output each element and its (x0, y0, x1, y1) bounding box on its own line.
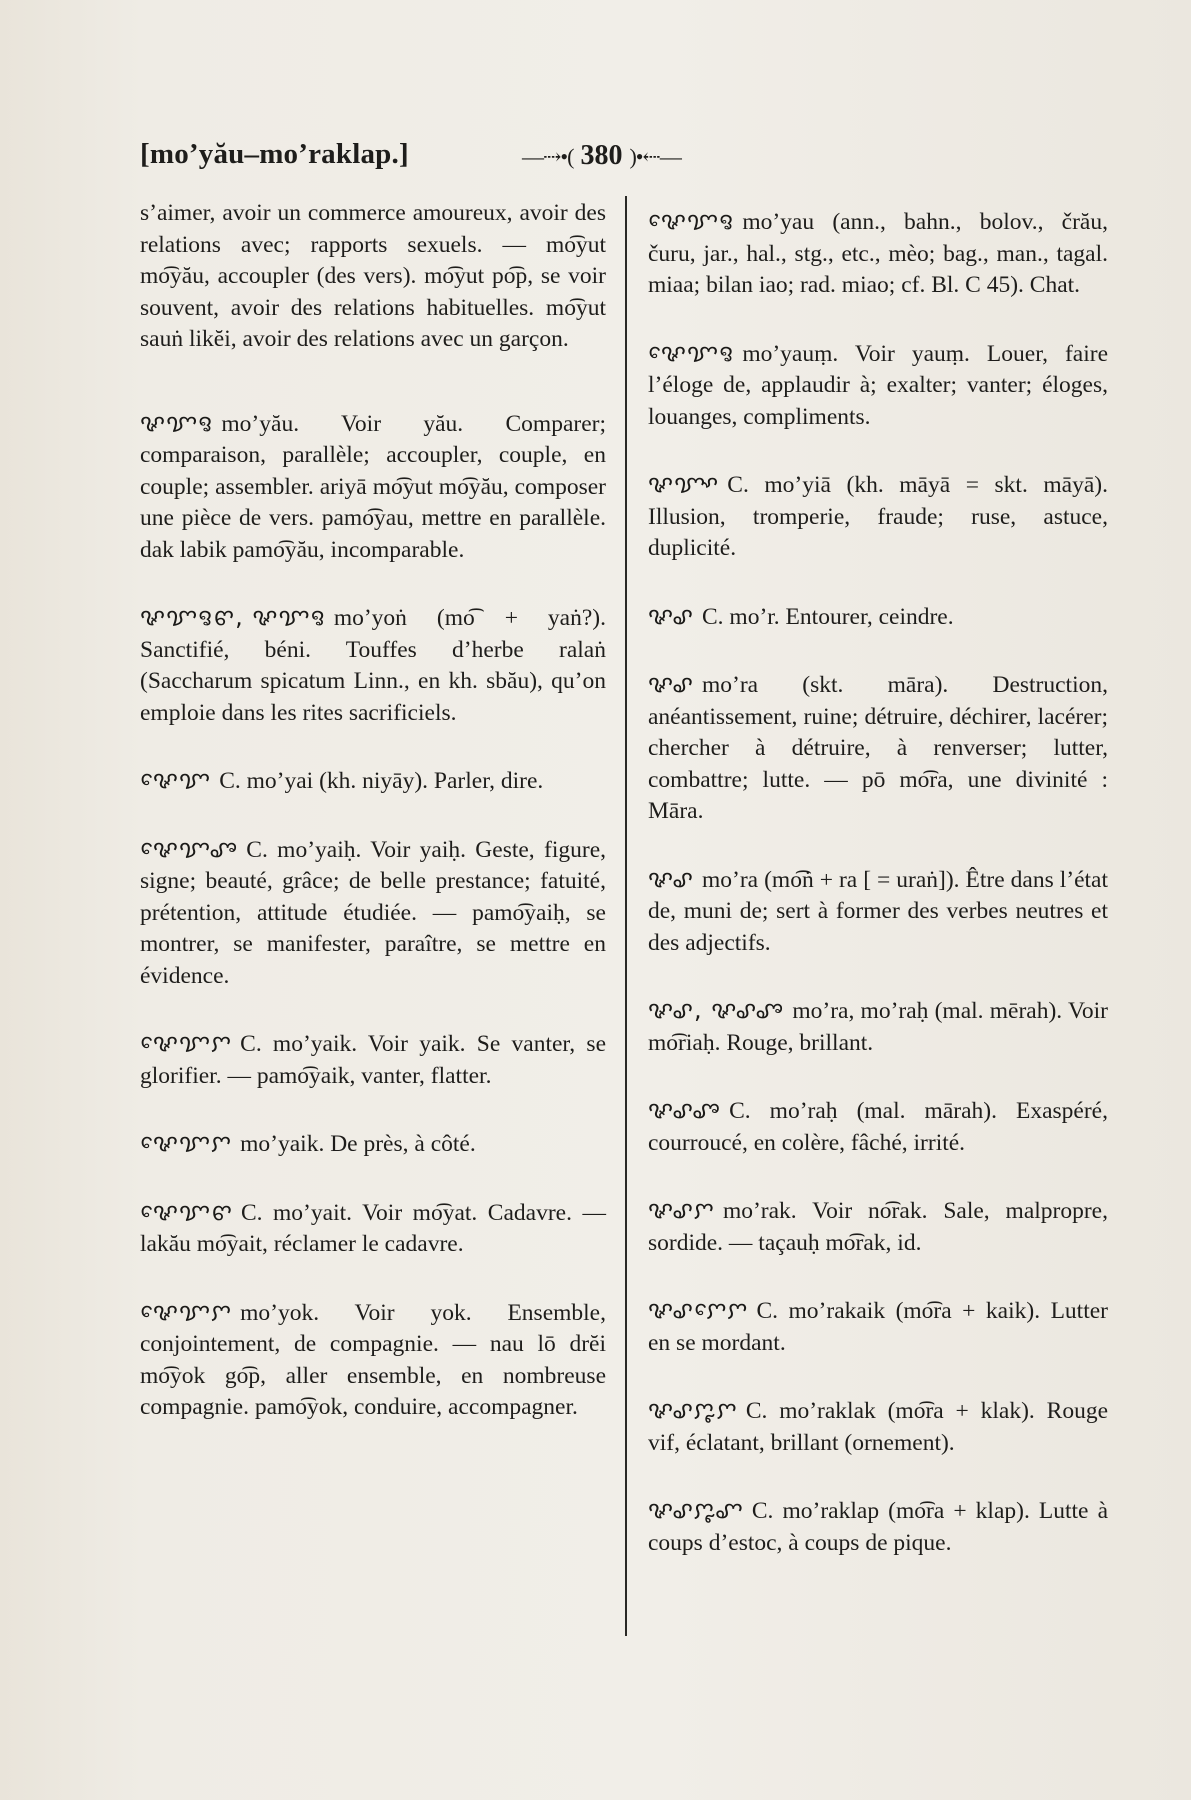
entry-text: C. mo’rakaik (mo͡ra + kaik). Lutter en se mordant. (648, 1298, 1108, 1356)
dictionary-entry (140, 198, 606, 356)
dictionary-entry (140, 826, 606, 993)
entry-text: mo’yaik. De près, à côté. (240, 1131, 476, 1157)
entry-text: mo’rak. Voir no͡rak. Sale, malpropre, sordide. — taçauḥ mo͡rak, id. (648, 1198, 1108, 1256)
cham-script-headword: ꨟꨯꨢꨆ (140, 1029, 233, 1057)
cham-script-headword: ꨟꨯꨢꨨ (140, 834, 239, 863)
cham-script-headword: ꨟꨣꨨ (648, 1096, 722, 1124)
dictionary-entry (648, 987, 1108, 1059)
dictionary-entry (648, 461, 1108, 565)
cham-script-headword: ꨟꨣ (648, 670, 694, 698)
dictionary-entry (648, 1487, 1108, 1559)
dictionary-entry (648, 198, 1108, 302)
entry-text: mo’yau (ann., bahn., bolov., črău, čuru, jar., hal., stg., etc., mèo; bag., man., tagal. miaa; bilan iao; rad. miao; cf. Bl. C 45). Chat. (648, 209, 1108, 298)
right-column (648, 198, 1108, 1587)
entry-text: C. mo’raḥ (mal. mārah). Exaspéré, courroucé, en colère, fâché, irrité. (648, 1098, 1108, 1156)
entry-text: C. mo’yaik. Voir yaik. Se vanter, se glorifier. — pamo͡yaik, vanter, flatter. (140, 1031, 606, 1089)
dictionary-entry (648, 1087, 1108, 1159)
entry-text: mo’ra, mo’raḥ (mal. mērah). Voir mo͡riaḥ. Rouge, brillant. (648, 998, 1108, 1056)
entry-text: s’aimer, avoir un commerce amoureux, avoir des relations avec; rapports sexuels. — mo͡yut mo͡yău, accoupler (des vers). mo͡yut po͡p, se voir souvent, avoir des relations habituelles. mo͡yut sauṅ likĕi, avoir des relations avec un garçon. (140, 200, 606, 352)
cham-script-headword: ꨟꨣ (648, 864, 694, 893)
entry-text: mo’ra (skt. māra). Destruction, anéantissement, ruine; détruire, déchirer, lacérer; chercher à détruire, à renverser; lutter, combattre; lutte. — pō mo͡ra, une divinité : Māra. (648, 672, 1108, 824)
dictionary-entry (648, 1287, 1108, 1359)
dictionary-entry (648, 593, 1108, 634)
dictionary-entry (648, 661, 1108, 828)
dictionary-entry (140, 1189, 606, 1261)
entry-text: C. mo’yiā (kh. māyā = skt. māyā). Illusion, tromperie, fraude; ruse, astuce, duplicité. (648, 472, 1108, 561)
cham-script-headword: ꨟꨢꨅꨓ, ꨟꨢꨅ (140, 603, 326, 631)
cham-script-headword: ꨟꨯꨢ (140, 766, 212, 794)
cham-script-headword: ꨟꨯꨢꨅ (648, 338, 735, 367)
dictionary-entry (140, 1120, 606, 1161)
cham-script-headword: ꨟꨣ, ꨟꨣꨨ (648, 996, 785, 1024)
entry-text: C. mo’raklak (mo͡ra + klak). Rouge vif, éclatant, brillant (ornement). (648, 1398, 1108, 1456)
dictionary-entry (140, 594, 606, 729)
dictionary-entry (648, 330, 1108, 434)
cham-script-headword: ꨟꨣ (648, 601, 694, 630)
cham-script-headword: ꨟꨢꨅ (140, 408, 214, 437)
dictionary-entry (648, 1387, 1108, 1459)
cham-script-headword: ꨟꨢꨳ (648, 470, 720, 498)
cham-script-headword: ꨟꨯꨢꨆ (140, 1297, 233, 1326)
cham-script-headword: ꨟꨯꨢꨅ (648, 207, 735, 235)
entry-text: mo’yauṃ. Voir yauṃ. Louer, faire l’éloge de, applaudir à; exalter; vanter; éloges, louanges, compliments. (648, 340, 1108, 430)
entry-text: C. mo’yaiḥ. Voir yaiḥ. Geste, figure, signe; beauté, grâce; de belle prestance; fatuité, prétention, attitude étudiée. — pamo͡yaiḥ, se montrer, se manifester, paraître, se mettre en évidence. (140, 836, 606, 989)
cham-script-headword: ꨟꨯꨢꨆ (140, 1129, 233, 1157)
ornament-right: )•⇠— (629, 144, 681, 169)
dictionary-entry (140, 757, 606, 798)
column-divider (625, 196, 627, 1636)
cham-script-headword: ꨟꨣꨆꨵꨚ (648, 1496, 744, 1524)
running-head: [mo’yău–mo’raklap.] (140, 138, 409, 170)
cham-script-headword: ꨟꨣꨆꨯꨆ (648, 1296, 749, 1324)
cham-script-headword: ꨟꨣꨆ (648, 1196, 715, 1224)
ornament-left: —⇢•( (522, 144, 574, 169)
entry-text: mo’ra (mo͡ṅ + ra [ = uraṅ]). Être dans l’état de, muni de; sert à former des verbes neutres et des adjectifs. (648, 866, 1108, 956)
cham-script-headword: ꨟꨣꨆꨵꨆ (648, 1396, 738, 1424)
dictionary-entry (648, 856, 1108, 960)
page-number: 380 (580, 140, 623, 171)
entry-text: mo’yok. Voir yok. Ensemble, conjointement, de compagnie. — nau lō drĕi mo͡yok go͡p, aller ensemble, en nombreuse compagnie. pamo͡yok, conduire, accompagner. (140, 1299, 606, 1420)
cham-script-headword: ꨟꨯꨢꨓ (140, 1197, 233, 1226)
dictionary-entry (140, 1289, 606, 1424)
dictionary-entry (140, 400, 606, 567)
dictionary-entry (648, 1187, 1108, 1259)
entry-text: C. mo’r. Entourer, ceindre. (702, 603, 954, 630)
dictionary-entry (140, 1020, 606, 1092)
page-header (140, 138, 1130, 188)
entry-text: mo’yău. Voir yău. Comparer; comparaison, parallèle; accoupler, couple, en couple; assembler. ariyā mo͡yut mo͡yău, composer une pièce de vers. pamo͡yau, mettre en parallèle. dak labik pamo͡yău, incomparable. (140, 410, 606, 563)
entry-text: C. mo’yai (kh. niyāy). Parler, dire. (219, 768, 544, 794)
entry-text: mo’yoṅ (mo͡ + yaṅ?). Sanctifié, béni. Touffes d’herbe ralaṅ (Saccharum spicatum Linn., en kh. sbău), qu’on emploie dans les rites sacrificiels. (140, 605, 606, 726)
entry-text: C. mo’yait. Voir mo͡yat. Cadavre. — lakău mo͡yait, réclamer le cadavre. (140, 1199, 606, 1257)
left-column (140, 198, 606, 1452)
entry-text: C. mo’raklap (mo͡ra + klap). Lutte à coups d’estoc, à coups de pique. (648, 1498, 1108, 1556)
page-number-line (522, 140, 681, 172)
